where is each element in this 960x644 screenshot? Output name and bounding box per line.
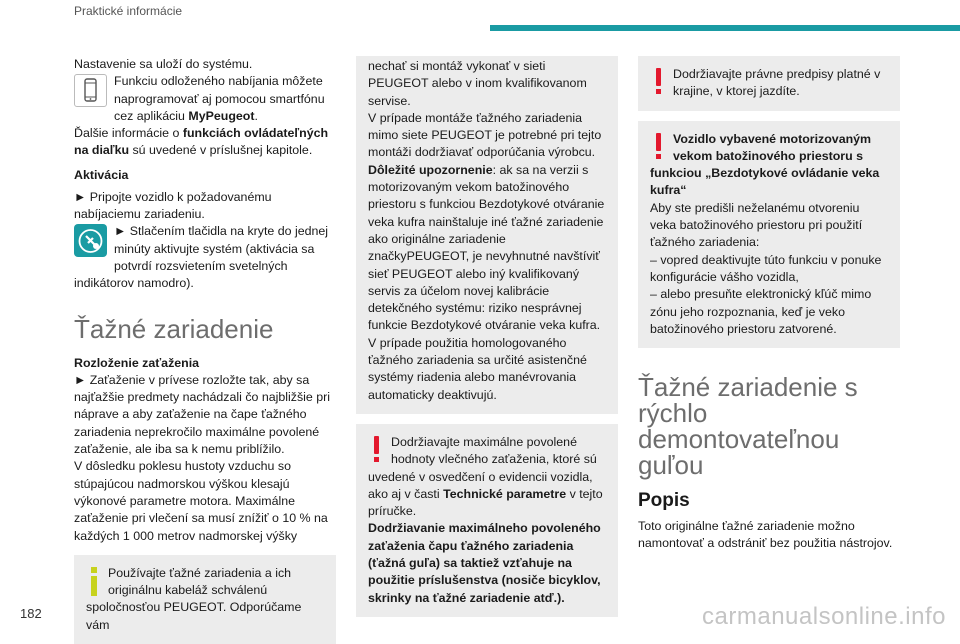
warning-icon [650, 133, 668, 161]
paragraph: – vopred deaktivujte túto funkciu v ponuke konfigurácie vášho vozidla, [650, 252, 882, 284]
paragraph: Aby ste predišli neželanému otvoreniu veka batožinového priestoru pri použití ťažného zariadenia: [650, 200, 863, 250]
paragraph: Toto originálne ťažné zariadenie možno namontovať a odstrániť bez použitia nástrojov. [638, 519, 893, 551]
warning-box [638, 56, 900, 111]
paragraph: Vozidlo vybavené motorizovaným vekom batožinového priestoru s funkciou „Bezdotykové ovládanie veka kufra“ [650, 131, 880, 198]
column-3 [638, 56, 900, 553]
info-text: Používajte ťažné zariadenia a ich originálnu kabeláž schválenú spoločnosťou PEUGEOT. Odporúčame vám [86, 565, 302, 632]
smartphone-icon [74, 74, 107, 107]
warning-box [356, 424, 618, 617]
column-1 [74, 56, 336, 644]
paragraph: ► Pripojte vozidlo k požadovanému nabíjaciemu zariadeniu. [74, 189, 272, 222]
paragraph: Dodržiavanie maximálneho povoleného zaťaženia čapu ťažného zariadenia (ťažná guľa) sa taktiež vzťahuje na použitie príslušenstva (nosiče bicyklov, skrinky na ťažné zariadenie atď.). [368, 521, 601, 605]
paragraph: Ďalšie informácie o funkciách ovládateľných na diaľku sú uvedené v príslušnej kapitole. [74, 126, 329, 158]
running-header: Praktické informácie [74, 4, 183, 18]
paragraph: ► Zaťaženie v prívese rozložte tak, aby sa najťažšie predmety nachádzali čo najbližšie pri náprave a aby zaťaženie na čape ťažného zariadenia neprekročilo maximálne povolené zaťaženie, ale iba sa k nemu priblížilo. [74, 372, 331, 457]
info-icon [86, 567, 102, 597]
continued-note-box [356, 56, 618, 414]
paragraph: Dôležité upozornenie: ak sa na verzii s motorizovaným vekom batožinového priestoru s funkciou Bezdotykové otváranie veka kufra nainštaluje iné ťažné zariadenie ako originálne zariadenie značkyPEUGEOT, je nevyhnutné navštíviť sieť PEUGEOT alebo iný kvalifikovaný servis za účelom novej kalibrácie detekčného systému: riziko nesprávnej funkcie Bezdotykové otváranie veka kufra. [368, 162, 605, 333]
charging-plug-icon [74, 224, 107, 257]
warning-box [638, 121, 900, 349]
page-number: 182 [20, 606, 42, 621]
paragraph: V prípade montáže ťažného zariadenia mimo siete PEUGEOT je potrebné pri tejto montáži dodržiavať odporúčania výrobcu. [368, 110, 602, 160]
warning-icon [368, 436, 386, 464]
paragraph: Dodržiavajte právne predpisy platné v krajine, v ktorej jazdíte. [673, 67, 881, 99]
section-title: Ťažné zariadenie [74, 313, 274, 344]
paragraph: V dôsledku poklesu hustoty vzduchu so stúpajúcou nadmorskou výškou klesajú výkonové parametre motora. Maximálne zaťaženie pri vlečení sa musí znížiť o 10 % na každých 1 000 metrov nadmorskej výšky [74, 459, 328, 543]
paragraph: – alebo presuňte elektronický kľúč mimo zónu jeho rozpoznania, keď je veko batožinového priestoru zatvorené. [650, 287, 872, 336]
paragraph: Dodržiavajte maximálne povolené hodnoty vlečného zaťaženia, ktoré sú uvedené v osvedčení o evidencii vozidla, ako aj v časti Technické parametre v tejto príručke. [368, 434, 603, 519]
watermark: carmanualsonline.info [702, 603, 946, 630]
paragraph: Funkciu odloženého nabíjania môžete naprogramovať aj pomocou smartfónu cez aplikáciu MyPeugeot. [114, 74, 325, 123]
paragraph: ► Stlačením tlačidla na kryte do jednej minúty aktivujte systém (aktivácia sa potvrdí rozsvietením svetelných indikátorov namodro). [74, 224, 329, 291]
subheading-aktivacia: Aktivácia [74, 167, 129, 182]
subheading-popis: Popis [638, 490, 690, 512]
section-title: Ťažné zariadenie s rýchlo demontovateľnou guľou [638, 372, 858, 481]
paragraph: nechať si montáž vykonať v sieti PEUGEOT alebo v inom kvalifikovanom servise. [368, 59, 587, 108]
paragraph: Nastavenie sa uloží do systému. [74, 57, 253, 71]
info-box [74, 555, 336, 644]
subheading-rozlozenie: Rozloženie zaťaženia [74, 355, 200, 370]
header-accent-bar [490, 25, 960, 31]
paragraph: V prípade použitia homologovaného ťažného zariadenia sa určité asistenčné systémy riadenia alebo manévrovania automaticky deaktivujú. [368, 335, 587, 402]
column-2 [356, 56, 618, 617]
warning-icon [650, 68, 668, 96]
